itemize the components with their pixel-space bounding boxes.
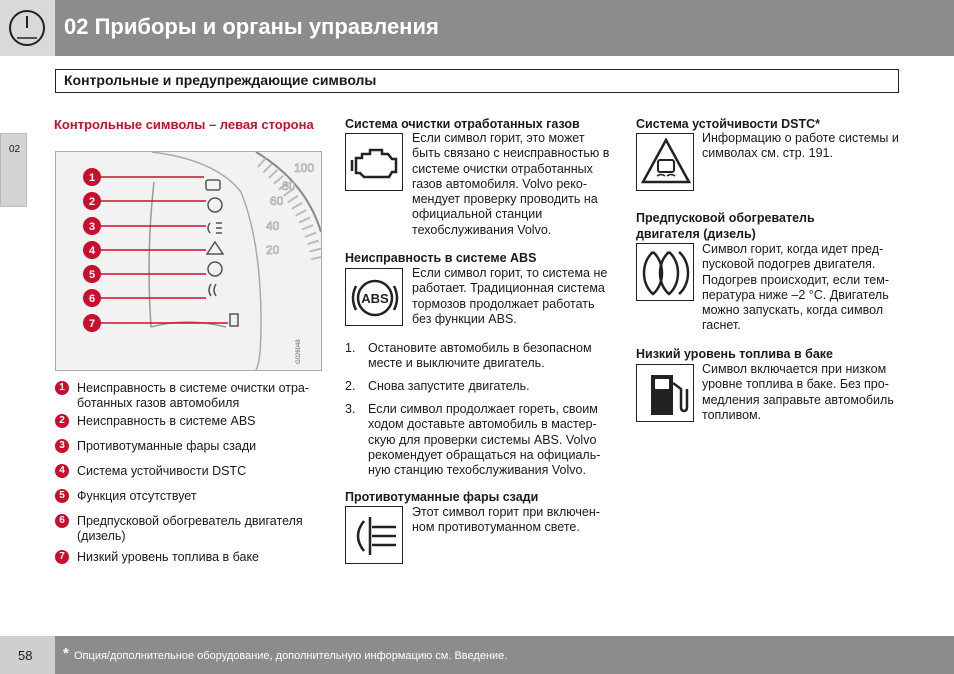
legend-number: 1: [55, 381, 69, 395]
legend-number: 5: [55, 489, 69, 503]
callout-number: 5: [88, 269, 96, 281]
legend-text: Функция отсутствует: [77, 489, 197, 503]
fuel-body: Символ включается при низком уровне топлива в баке. Без про- медления заправьте автомобиль топливом.: [702, 362, 894, 422]
exhaust-heading: Система очистки отработанных газов: [345, 117, 580, 131]
gauge-tick-label: 40: [266, 219, 280, 233]
rear-fog-light-icon: [345, 506, 403, 564]
step-number: 2.: [345, 379, 356, 393]
callout-number: 7: [88, 318, 96, 330]
fog-heading: Противотуманные фары сзади: [345, 490, 539, 504]
glow-heading-1: Предпусковой обогреватель: [636, 211, 815, 225]
dstc-body: Информацию о работе системы и символах см. стр. 191.: [702, 131, 899, 161]
callout-number: 1: [88, 172, 96, 184]
step-number: 3.: [345, 402, 356, 416]
glow-heading-2: двигателя (дизель): [636, 227, 756, 241]
gauge-tick-label: 60: [270, 194, 284, 208]
legend-text: Система устойчивости DSTC: [77, 464, 247, 478]
abs-heading: Неисправность в системе ABS: [345, 251, 537, 265]
glow-body: Символ горит, когда идет пред- пусковой подогрев двигателя. Подогрев происходит, если тем- пература ниже –2 °C. Двигатель можно запускать, когда символ гаснет.: [702, 242, 889, 333]
speedometer-gauge-icon: [0, 0, 55, 56]
legend-number: 7: [55, 550, 69, 564]
legend-text: Низкий уровень топлива в баке: [77, 550, 260, 564]
legend-number: 3: [55, 439, 69, 453]
callout-number: 2: [88, 196, 96, 208]
legend-text: Предпусковой обогреватель двигателя (дизель): [77, 514, 303, 543]
step-text: Остановите автомобиль в безопасном месте и выключите двигатель.: [368, 341, 592, 371]
step-text: Снова запустите двигатель.: [368, 379, 530, 393]
step-text: Если символ продолжает гореть, своим ходом доставьте автомобиль в мастер- скую для проверки системы ABS. Volvo рекомендует обращаться на официаль- ную станцию техобслуживания Volvo.: [368, 402, 601, 478]
left-section-title: Контрольные символы – левая сторона: [54, 117, 314, 132]
abs-icon-label: ABS: [361, 291, 389, 306]
step-number: 1.: [345, 341, 356, 355]
callout-number: 6: [88, 293, 96, 305]
gauge-tick-label: 80: [282, 179, 296, 193]
page-title: 02 Приборы и органы управления: [64, 14, 439, 39]
callout-number: 4: [88, 245, 96, 257]
exhaust-body: Если символ горит, это может быть связано с неисправностью в системе очистки отработанных газов автомобиля. Volvo реко- мендует проверку проводить на официальной станции техобслуживания Volvo.: [412, 131, 610, 237]
footnote-text: Опция/дополнительное оборудование, дополнительную информацию см. Введение.: [74, 650, 508, 662]
page-number: 58: [18, 648, 33, 663]
engine-check-icon: [345, 133, 403, 191]
legend-number: 2: [55, 414, 69, 428]
callout-number: 3: [88, 221, 96, 233]
fuel-heading: Низкий уровень топлива в баке: [636, 347, 834, 361]
legend-text: Неисправность в системе очистки отра- ботанных газов автомобиля: [77, 381, 310, 410]
instrument-panel-figure: [55, 151, 322, 371]
chapter-tab-label: 02: [9, 144, 21, 155]
gauge-tick-label: 20: [266, 243, 280, 257]
abs-body: Если символ горит, то система не работает. Традиционная система тормозов продолжает работать без функции ABS.: [412, 266, 608, 326]
gauge-tick-label: 100: [294, 161, 315, 175]
legend-number: 6: [55, 514, 69, 528]
legend-text: Неисправность в системе ABS: [77, 414, 256, 428]
chapter-tab[interactable]: [0, 133, 27, 207]
figure-code: G026048: [296, 339, 302, 364]
skidding-car-icon: [636, 133, 694, 191]
legend-number: 4: [55, 464, 69, 478]
glow-plug-icon: [636, 243, 694, 301]
section-title: Контрольные и предупреждающие символы: [64, 72, 377, 88]
abs-icon: [345, 268, 403, 326]
footnote-star: *: [63, 645, 69, 662]
legend-text: Противотуманные фары сзади: [77, 439, 257, 453]
header-icon-box: [0, 0, 55, 56]
fog-body: Этот символ горит при включен- ном противотуманном свете.: [412, 505, 600, 535]
dstc-heading: Система устойчивости DSTC*: [636, 117, 821, 131]
instrument-panel-illustration: [56, 152, 321, 370]
fuel-pump-icon: [636, 364, 694, 422]
